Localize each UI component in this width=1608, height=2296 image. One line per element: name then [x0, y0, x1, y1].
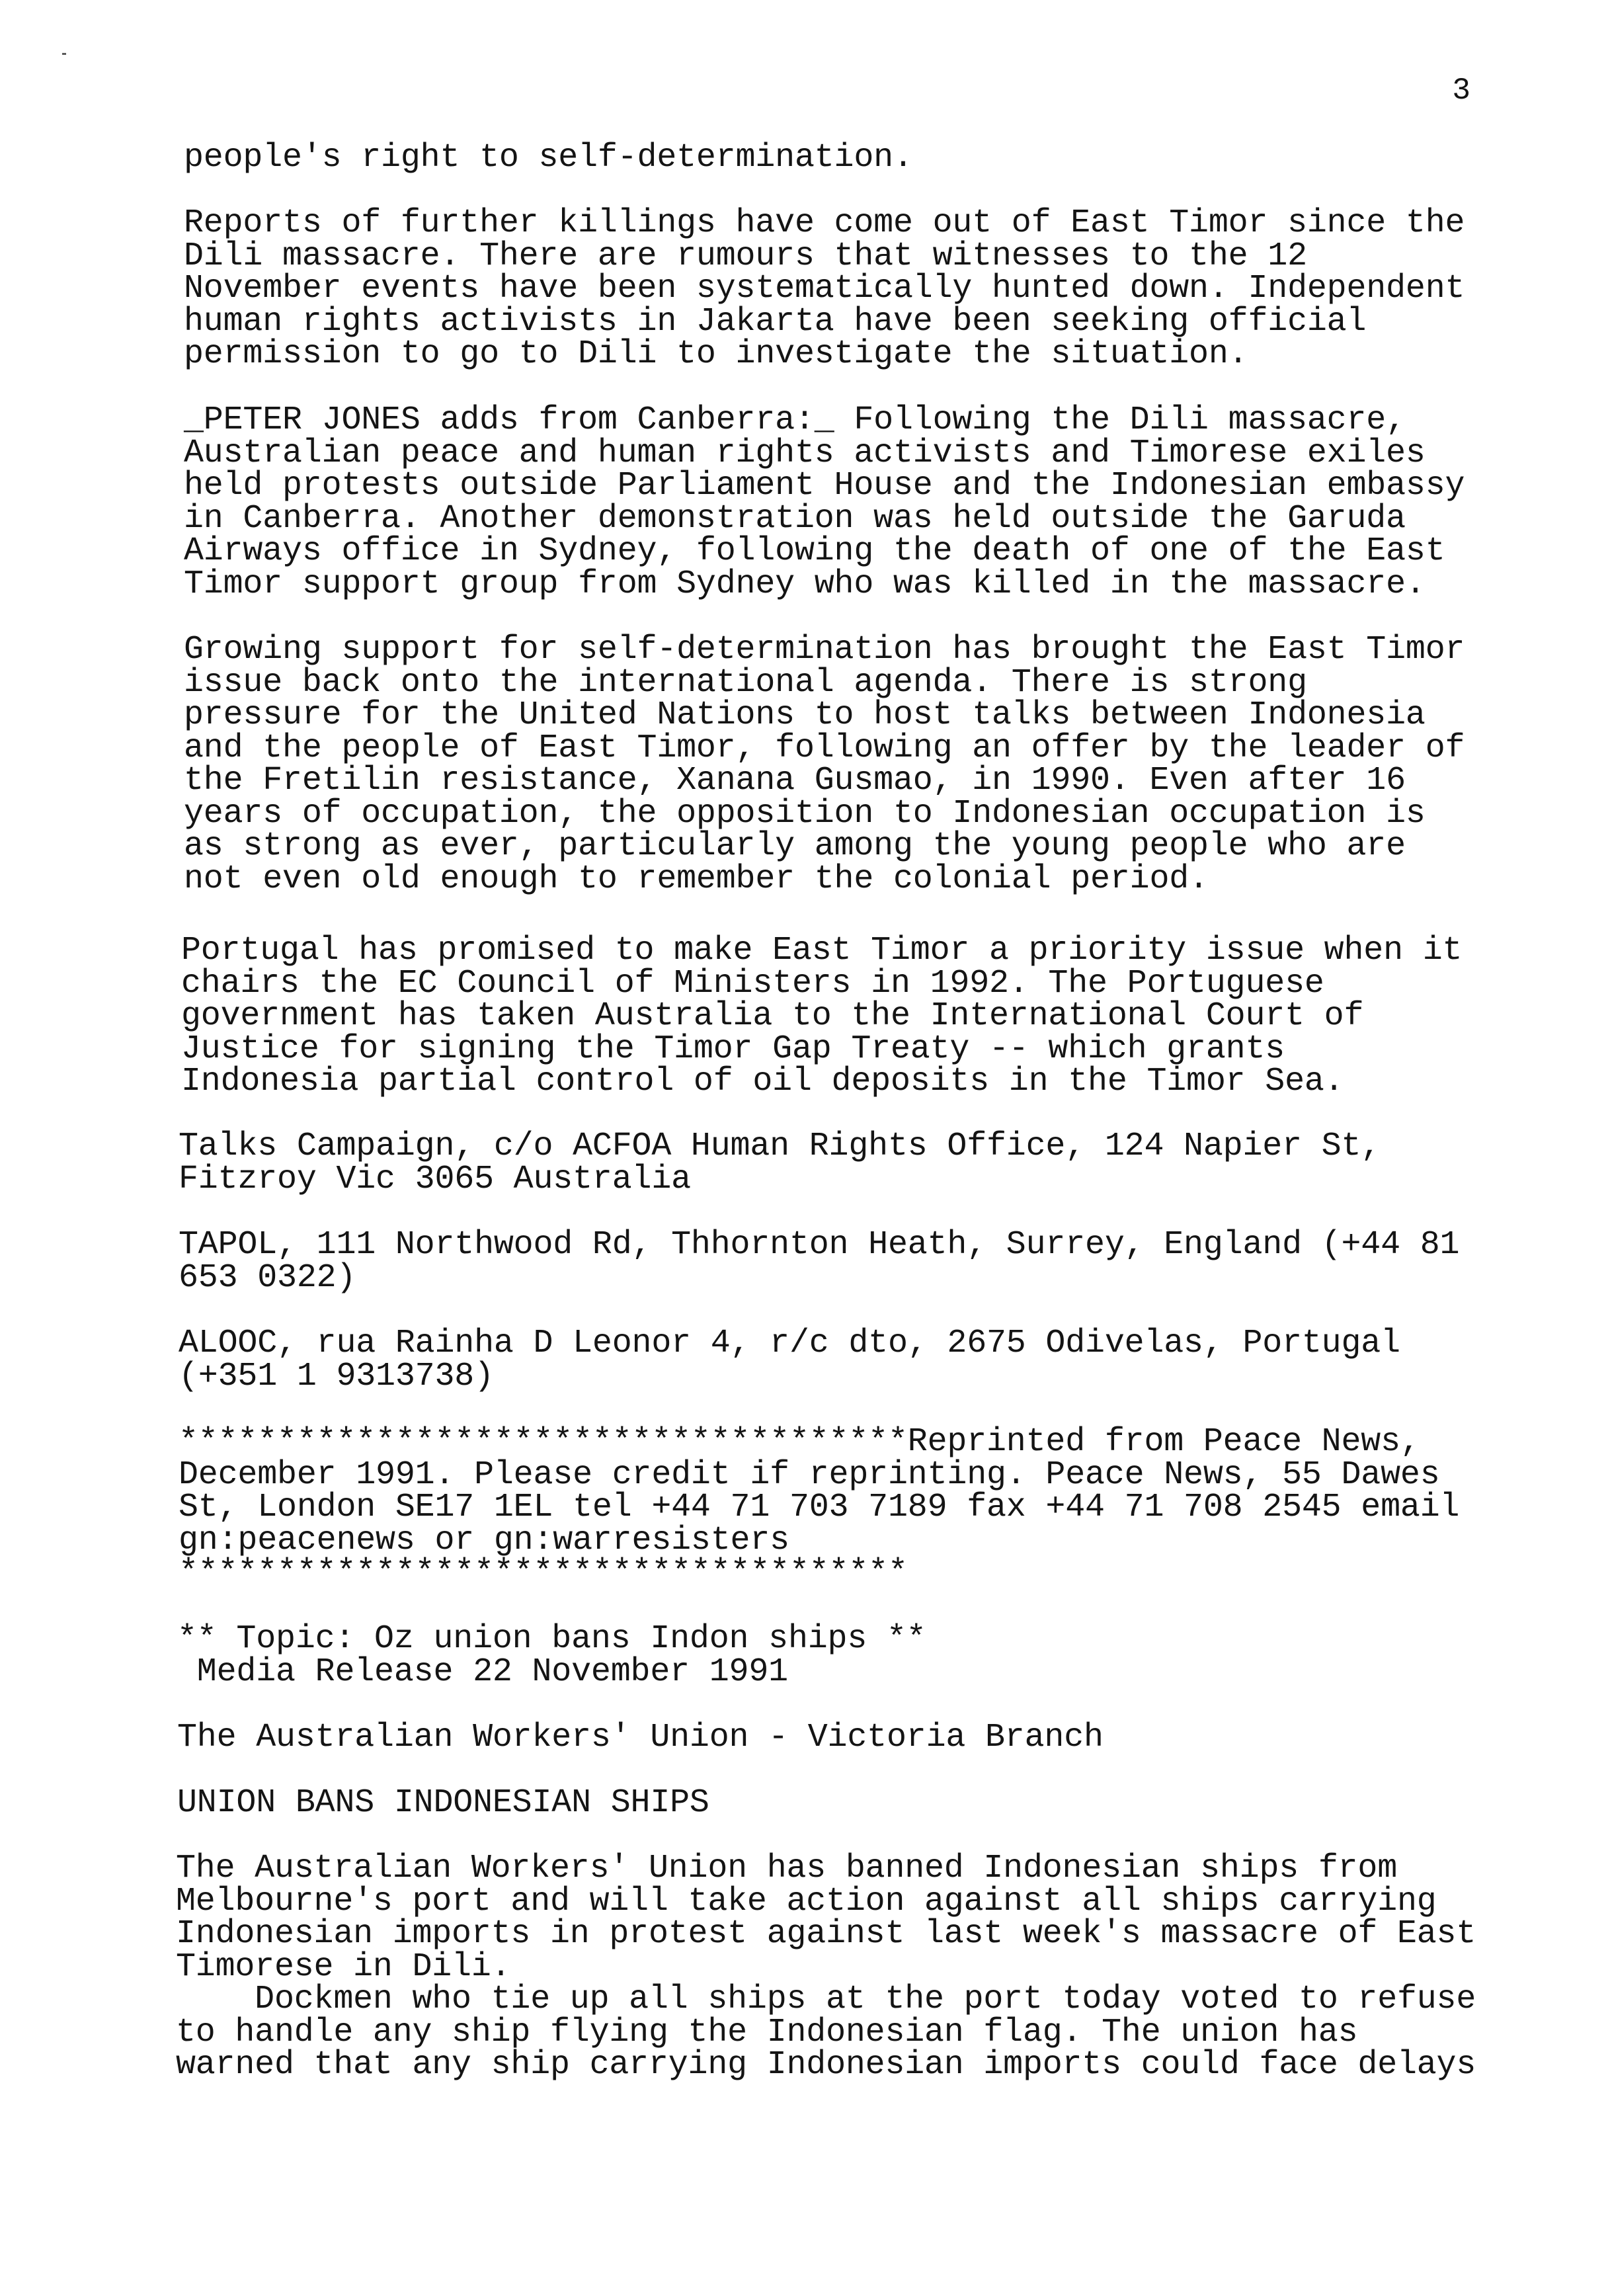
text-line: gn:peacenews or gn:warresisters — [179, 1521, 789, 1559]
page-number: 3 — [1452, 73, 1470, 108]
text-line: Media Release 22 November 1991 — [177, 1653, 788, 1691]
text-line: Fitzroy Vic 3065 Australia — [179, 1160, 691, 1198]
text-line: people's right to self-determination. — [184, 139, 913, 177]
text-line: warned that any ship carrying Indonesian imports could face delays — [176, 2046, 1476, 2084]
text-line: _PETER JONES adds from Canberra:_ Following the Dili massacre, — [184, 401, 1406, 439]
paragraph — [184, 139, 913, 177]
text-line: Melbourne's port and will take action against all ships carrying — [176, 1882, 1437, 1920]
text-line: Airways office in Sydney, following the death of one of the East — [184, 532, 1445, 570]
text-line: Dili massacre. There are rumours that witnesses to the 12 — [184, 237, 1307, 275]
text-line: Australian peace and human rights activists and Timorese exiles — [184, 434, 1426, 472]
text-line: Portugal has promised to make East Timor a priority issue when it — [181, 932, 1463, 969]
text-line: issue back onto the international agenda. There is strong — [184, 663, 1307, 702]
scan-speck — [62, 53, 66, 55]
text-line: November events have been systematically hunted down. Independent — [184, 270, 1465, 308]
text-line: ** Topic: Oz union bans Indon ships ** — [177, 1620, 926, 1658]
text-line: not even old enough to remember the colonial period. — [184, 860, 1209, 898]
text-line: in Canberra. Another demonstration was held outside the Garuda — [184, 499, 1406, 538]
text-line: 653 0322) — [179, 1258, 356, 1297]
paragraph — [184, 401, 1465, 603]
text-line: years of occupation, the opposition to Indonesian occupation is — [184, 794, 1426, 833]
text-line: Growing support for self-determination has brought the East Timor — [184, 631, 1465, 669]
text-line: as strong as ever, particularly among the young people who are — [184, 827, 1406, 865]
text-line: human rights activists in Jakarta have been seeking official — [184, 302, 1367, 341]
text-line: the Fretilin resistance, Xanana Gusmao, in 1990. Even after 16 — [184, 762, 1406, 800]
text-line: The Australian Workers' Union - Victoria Branch — [177, 1719, 1104, 1756]
paragraph — [179, 1130, 1381, 1196]
paragraph — [179, 1327, 1400, 1393]
paragraph — [176, 1852, 1476, 2082]
text-line: permission to go to Dili to investigate the situation. — [184, 335, 1248, 373]
paragraph — [179, 1226, 1460, 1297]
text-line: Justice for signing the Timor Gap Treaty -- which grants — [181, 1030, 1285, 1068]
text-line: Indonesia partial control of oil deposits in the Timor Sea. — [181, 1063, 1344, 1100]
paragraph — [177, 1721, 1104, 1754]
text-line: ALOOC, rua Rainha D Leonor 4, r/c dto, 2675 Odivelas, Portugal — [179, 1325, 1400, 1362]
text-line: Timorese in Dili. — [176, 1948, 511, 1986]
paragraph — [184, 631, 1465, 898]
text-line: Dockmen who tie up all ships at the port today voted to refuse — [176, 1981, 1476, 2018]
text-line: The Australian Workers' Union has banned Indonesian ships from — [176, 1850, 1397, 1887]
text-line: chairs the EC Council of Ministers in 1992. The Portuguese — [181, 964, 1324, 1003]
text-line: Indonesian imports in protest against last week's massacre of East — [176, 1915, 1476, 1953]
text-line: and the people of East Timor, following an offer by the leader of — [184, 729, 1465, 767]
text-line: ************************************* — [179, 1554, 908, 1592]
paragraph — [177, 1784, 709, 1822]
paragraph — [177, 1620, 926, 1691]
text-line: to handle any ship flying the Indonesian flag. The union has — [176, 2013, 1358, 2051]
text-line: *************************************Reprinted from Peace News, — [179, 1423, 1420, 1461]
text-line: Timor support group from Sydney who was killed in the massacre. — [184, 565, 1426, 603]
paragraph — [179, 1423, 1460, 1592]
text-line: Reports of further killings have come out of East Timor since the — [184, 204, 1465, 242]
text-line: UNION BANS INDONESIAN SHIPS — [177, 1784, 709, 1822]
text-line: pressure for the United Nations to host talks between Indonesia — [184, 696, 1426, 734]
paragraph — [181, 934, 1462, 1098]
text-line: government has taken Australia to the International Court of — [181, 997, 1364, 1035]
text-line: TAPOL, 111 Northwood Rd, Thhornton Heath, Surrey, England (+44 81 — [179, 1226, 1460, 1264]
paragraph — [184, 204, 1465, 373]
text-line: (+351 1 9313738) — [179, 1357, 494, 1395]
text-line: held protests outside Parliament House and the Indonesian embassy — [184, 467, 1465, 505]
text-line: December 1991. Please credit if reprinting. Peace News, 55 Dawes — [179, 1456, 1440, 1494]
text-line: St, London SE17 1EL tel +44 71 703 7189 fax +44 71 708 2545 email — [179, 1489, 1460, 1526]
text-line: Talks Campaign, c/o ACFOA Human Rights Office, 124 Napier St, — [179, 1128, 1381, 1165]
